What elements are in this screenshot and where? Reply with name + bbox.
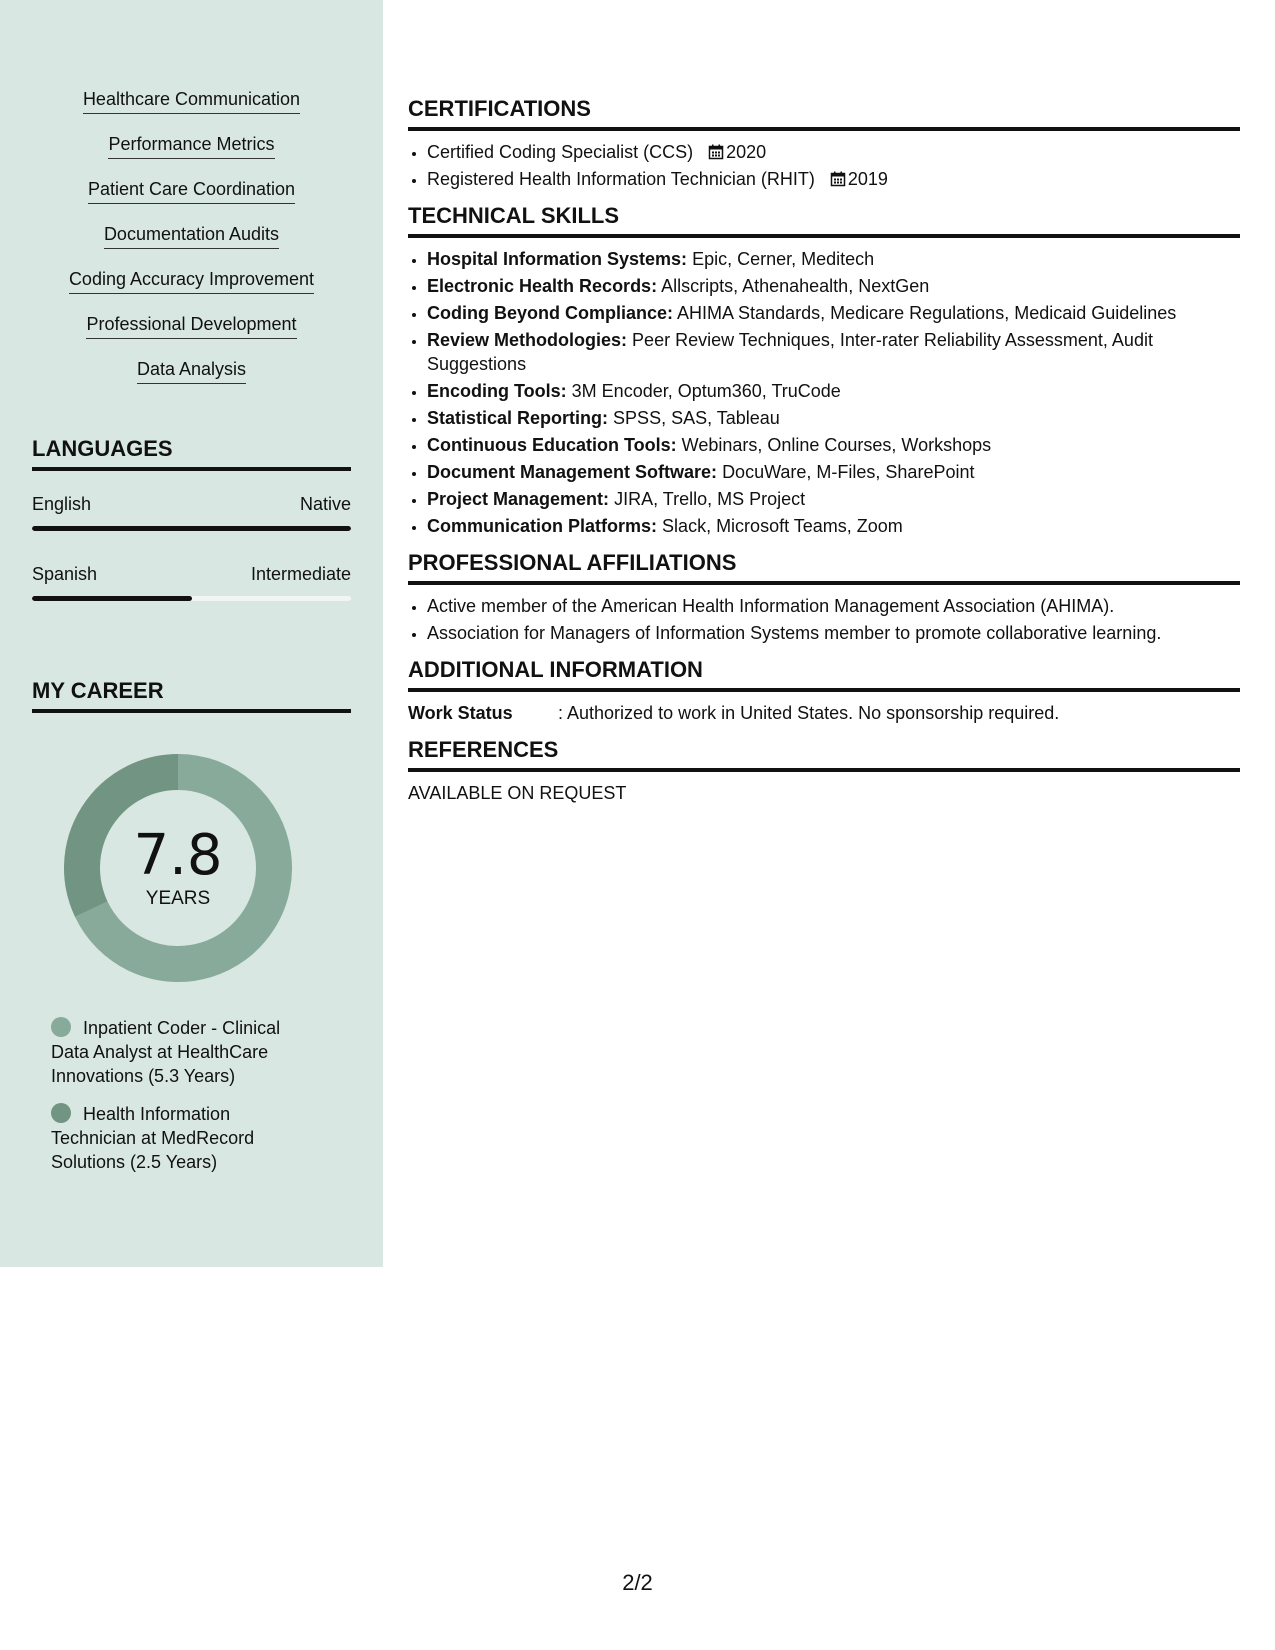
technical-skill-item: [427, 460, 1240, 484]
section-heading: ADDITIONAL INFORMATION: [408, 657, 1240, 692]
legend-dot: [51, 1103, 71, 1123]
section-heading: TECHNICAL SKILLS: [408, 203, 1240, 238]
language-name: Spanish: [32, 564, 98, 584]
affiliation-item: • Association for Managers of Information Systems member to promote collaborative learning.: [427, 621, 1240, 645]
skill-category: Continuous Education Tools:: [427, 435, 677, 455]
languages-heading: LANGUAGES: [32, 436, 351, 471]
skill-category: Communication Platforms:: [427, 516, 658, 536]
technical-skill-item: [427, 379, 1240, 403]
skill-tag: Coding Accuracy Improvement: [69, 268, 314, 294]
skill-values: AHIMA Standards, Medicare Regulations, Medicaid Guidelines: [677, 303, 1177, 323]
certifications-section: [408, 96, 1240, 191]
skill-values: JIRA, Trello, MS Project: [614, 489, 806, 509]
references-section: [408, 737, 1240, 805]
skills-list: [0, 88, 383, 403]
section-heading: CERTIFICATIONS: [408, 96, 1240, 131]
technical-skill-item: [427, 433, 1240, 457]
language-spanish: [32, 563, 351, 601]
language-level: Intermediate: [250, 564, 351, 584]
sidebar: [0, 0, 383, 1267]
skill-category: Document Management Software:: [427, 462, 718, 482]
skill-tag: Performance Metrics: [108, 133, 274, 159]
technical-skills-section: [408, 203, 1240, 538]
certification-year: 2020: [726, 142, 767, 162]
skill-tag: Data Analysis: [137, 358, 246, 384]
additional-info-section: [408, 657, 1240, 725]
language-proficiency-fill: [32, 596, 192, 601]
skill-category: Encoding Tools:: [427, 381, 567, 401]
certification-name: Registered Health Information Technician (RHIT): [427, 169, 815, 189]
skill-category: Electronic Health Records:: [427, 276, 658, 296]
career-item-text: Inpatient Coder - Clinical Data Analyst at HealthCare Innovations (5.3 Years): [51, 1018, 281, 1086]
career-item-text: Health Information Technician at MedRecord Solutions (2.5 Years): [51, 1104, 255, 1172]
page-number: 2/2: [622, 1570, 653, 1595]
technical-skill-item: [427, 328, 1240, 376]
skill-category: Review Methodologies:: [427, 330, 628, 350]
certification-item: [427, 167, 1240, 191]
language-proficiency-fill: [32, 526, 351, 531]
skill-values: Peer Review Techniques, Inter-rater Reliability Assessment, Audit Suggestions: [427, 330, 1153, 374]
technical-skill-item: [427, 274, 1240, 298]
language-level: Native: [299, 494, 351, 514]
skill-category: Project Management:: [427, 489, 610, 509]
skill-category: Statistical Reporting:: [427, 408, 609, 428]
legend-dot: [51, 1017, 71, 1037]
technical-skill-item: [427, 247, 1240, 271]
references-text: AVAILABLE ON REQUEST: [408, 783, 627, 803]
section-heading: REFERENCES: [408, 737, 1240, 772]
skill-values: Slack, Microsoft Teams, Zoom: [662, 516, 903, 536]
technical-skill-item: [427, 487, 1240, 511]
skill-values: SPSS, SAS, Tableau: [613, 408, 780, 428]
skill-category: Coding Beyond Compliance:: [427, 303, 674, 323]
language-name: English: [32, 494, 92, 514]
affiliation-item: • Active member of the American Health Information Management Association (AHIMA).: [427, 594, 1240, 618]
technical-skill-item: [427, 514, 1240, 538]
skill-values: Allscripts, Athenahealth, NextGen: [661, 276, 930, 296]
skill-tag: Documentation Audits: [104, 223, 279, 249]
career-total-unit: YEARS: [145, 888, 211, 909]
skill-tag: Healthcare Communication: [83, 88, 300, 114]
certification-year: 2019: [847, 169, 888, 189]
certification-item: [427, 140, 1240, 164]
career-heading: MY CAREER: [32, 678, 351, 713]
career-total-value: 7.8: [133, 823, 223, 888]
skill-category: Hospital Information Systems:: [427, 249, 688, 269]
career-item: [51, 1016, 311, 1088]
career-donut-chart: [64, 754, 292, 982]
section-heading: PROFESSIONAL AFFILIATIONS: [408, 550, 1240, 585]
calendar-icon: [708, 144, 724, 160]
language-proficiency-bar: [32, 596, 351, 601]
career-item: [51, 1102, 311, 1174]
career-total: [64, 754, 292, 982]
certification-name: Certified Coding Specialist (CCS): [427, 142, 694, 162]
language-english: [32, 493, 351, 531]
career-list: [51, 1016, 311, 1188]
technical-skill-item: [427, 301, 1240, 325]
language-proficiency-bar: [32, 526, 351, 531]
skill-values: 3M Encoder, Optum360, TruCode: [571, 381, 841, 401]
work-status-label: Work Status: [408, 703, 513, 723]
skill-tag: Patient Care Coordination: [88, 178, 295, 204]
technical-skill-item: [427, 406, 1240, 430]
skill-values: Epic, Cerner, Meditech: [692, 249, 875, 269]
work-status-value: : Authorized to work in United States. No sponsorship required.: [558, 703, 1060, 723]
skill-values: Webinars, Online Courses, Workshops: [681, 435, 992, 455]
main-content: [408, 96, 1240, 817]
affiliations-section: [408, 550, 1240, 645]
skill-tag: Professional Development: [86, 313, 296, 339]
skill-values: DocuWare, M-Files, SharePoint: [722, 462, 975, 482]
calendar-icon: [830, 171, 846, 187]
